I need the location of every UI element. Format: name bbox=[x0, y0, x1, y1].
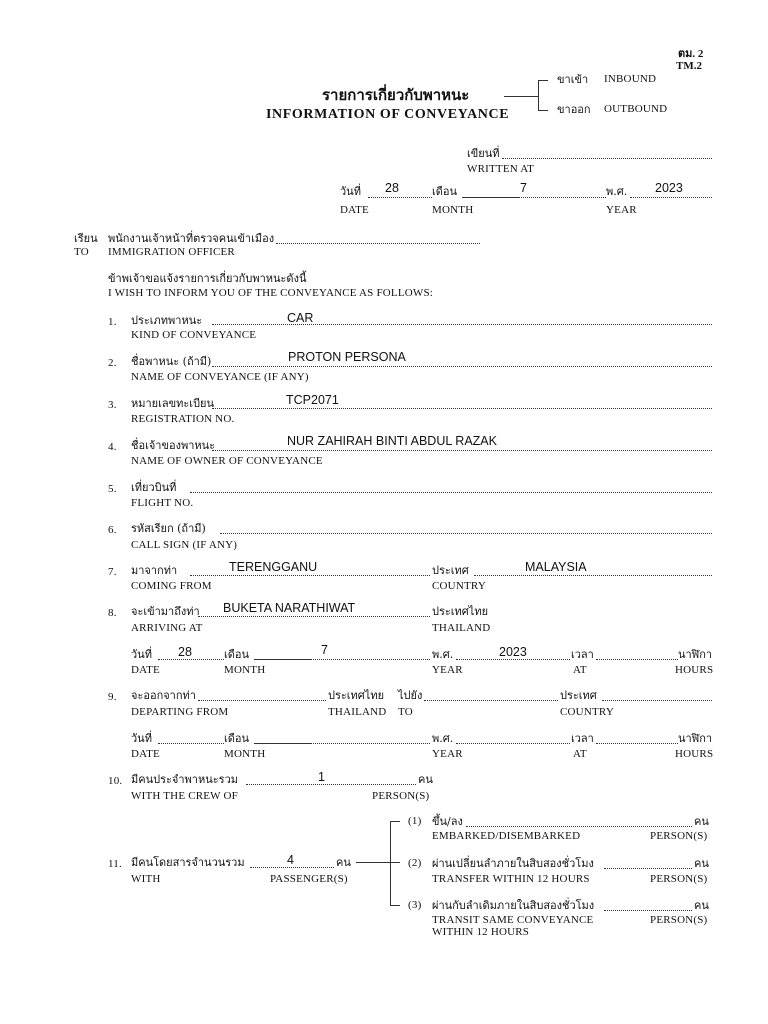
item-8-month-field[interactable] bbox=[310, 659, 430, 660]
officer-en: IMMIGRATION OFFICER bbox=[108, 246, 235, 258]
item-9-field[interactable] bbox=[198, 700, 326, 701]
breakdown-2-field[interactable] bbox=[604, 868, 692, 869]
item-8-month-underline bbox=[254, 659, 310, 660]
item-8-en: ARRIVING AT bbox=[131, 622, 203, 634]
date-month-en: MONTH bbox=[432, 204, 474, 216]
item-8-hours-th: นาฬิกา bbox=[678, 648, 713, 661]
item-9-month-th: เดือน bbox=[224, 732, 250, 745]
item-8-month-value: 7 bbox=[321, 643, 328, 657]
breakdown-2-th: ผ่านเปลี่ยนลำภายในสิบสองชั่วโมง bbox=[432, 857, 594, 870]
breakdown-1-unit-th: คน bbox=[694, 815, 709, 828]
intro-en: I WISH TO INFORM YOU OF THE CONVEYANCE AS FOLLOWS: bbox=[108, 287, 434, 299]
breakdown-3-unit-th: คน bbox=[694, 899, 709, 912]
item-7-country-field[interactable] bbox=[474, 575, 712, 576]
written-at-field[interactable] bbox=[502, 158, 712, 159]
item-9-en: DEPARTING FROM bbox=[131, 706, 229, 718]
item-2-en: NAME OF CONVEYANCE (IF ANY) bbox=[131, 371, 309, 383]
item-2-value: PROTON PERSONA bbox=[288, 350, 406, 364]
item-9-hours-th: นาฬิกา bbox=[678, 732, 713, 745]
breakdown-3-en: TRANSIT SAME CONVEYANCE bbox=[432, 914, 594, 926]
item-8-at-th: เวลา bbox=[571, 648, 594, 661]
item-9-country-th: ประเทศ bbox=[560, 689, 597, 702]
item-8-month-en: MONTH bbox=[224, 664, 266, 676]
item-1-th: ประเภทพาหนะ bbox=[131, 314, 203, 327]
date-day-field[interactable] bbox=[368, 197, 432, 198]
item-6-num: 6. bbox=[108, 524, 117, 536]
breakdown-2-num: (2) bbox=[408, 857, 422, 869]
item-2-num: 2. bbox=[108, 357, 117, 369]
inbound-en: INBOUND bbox=[604, 73, 657, 85]
item-7-th: มาจากท่า bbox=[131, 564, 178, 577]
item-7-en: COMING FROM bbox=[131, 580, 212, 592]
item-6-th: รหัสเรียก (ถ้ามี) bbox=[131, 522, 206, 535]
item-5-num: 5. bbox=[108, 483, 117, 495]
item-8-num: 8. bbox=[108, 607, 117, 619]
item-9-month-field[interactable] bbox=[310, 743, 430, 744]
item-7-country-value: MALAYSIA bbox=[525, 560, 587, 574]
item-9-to-th: ไปยัง bbox=[398, 689, 423, 702]
breakdown-3-unit-en: PERSON(S) bbox=[650, 914, 708, 926]
item-3-value: TCP2071 bbox=[286, 393, 339, 407]
direction-bracket bbox=[538, 80, 539, 110]
item-1-en: KIND OF CONVEYANCE bbox=[131, 329, 257, 341]
officer-th: พนักงานเจ้าหน้าที่ตรวจคนเข้าเมือง bbox=[108, 232, 275, 245]
breakdown-3-num: (3) bbox=[408, 899, 422, 911]
item-7-value: TERENGGANU bbox=[229, 560, 318, 574]
item-6-en: CALL SIGN (IF ANY) bbox=[131, 539, 238, 551]
item-4-th: ชื่อเจ้าของพาหนะ bbox=[131, 439, 216, 452]
item-11-value: 4 bbox=[287, 853, 294, 867]
item-10-unit-en: PERSON(S) bbox=[372, 790, 430, 802]
item-5-field[interactable] bbox=[190, 492, 712, 493]
item-9-hours-en: HOURS bbox=[675, 748, 714, 760]
item-9-thailand-en: THAILAND bbox=[328, 706, 387, 718]
item-8-year-value: 2023 bbox=[499, 645, 527, 659]
date-month-th: เดือน bbox=[432, 185, 458, 198]
item-7-country-th: ประเทศ bbox=[432, 564, 469, 577]
date-year-field[interactable] bbox=[630, 197, 712, 198]
written-at-en: WRITTEN AT bbox=[467, 163, 535, 175]
item-5-th: เที่ยวบินที่ bbox=[131, 481, 177, 494]
item-10-unit-th: คน bbox=[418, 773, 433, 786]
item-3-num: 3. bbox=[108, 399, 117, 411]
officer-field[interactable] bbox=[276, 243, 480, 244]
item-4-value: NUR ZAHIRAH BINTI ABDUL RAZAK bbox=[287, 434, 497, 448]
item-8-month-th: เดือน bbox=[224, 648, 250, 661]
item-8-at-en: AT bbox=[573, 664, 587, 676]
item-8-day-field[interactable] bbox=[158, 659, 224, 660]
item-8-thailand-en: THAILAND bbox=[432, 622, 491, 634]
item-9-th: จะออกจากท่า bbox=[131, 689, 196, 702]
item-4-field[interactable] bbox=[212, 450, 712, 451]
item-1-num: 1. bbox=[108, 316, 117, 328]
item-4-en: NAME OF OWNER OF CONVEYANCE bbox=[131, 455, 323, 467]
item-8-hours-field[interactable] bbox=[596, 659, 678, 660]
item-9-day-th: วันที่ bbox=[131, 732, 152, 745]
form-code-en: TM.2 bbox=[676, 60, 702, 72]
item-9-country-field[interactable] bbox=[602, 700, 712, 701]
date-year-value: 2023 bbox=[655, 181, 683, 195]
breakdown-bracket-top bbox=[390, 821, 400, 822]
item-9-year-th: พ.ศ. bbox=[432, 732, 454, 745]
item-2-field[interactable] bbox=[212, 366, 712, 367]
item-6-field[interactable] bbox=[220, 533, 712, 534]
item-9-thailand-th: ประเทศไทย bbox=[328, 689, 385, 702]
item-9-at-th: เวลา bbox=[571, 732, 594, 745]
breakdown-2-en: TRANSFER WITHIN 12 HOURS bbox=[432, 873, 590, 885]
item-1-value: CAR bbox=[287, 311, 314, 325]
item-10-num: 10. bbox=[108, 775, 123, 787]
breakdown-1-en: EMBARKED/DISEMBARKED bbox=[432, 830, 581, 842]
item-9-month-en: MONTH bbox=[224, 748, 266, 760]
item-8-day-th: วันที่ bbox=[131, 648, 152, 661]
direction-bracket-top bbox=[538, 80, 548, 81]
date-year-en: YEAR bbox=[606, 204, 637, 216]
item-7-num: 7. bbox=[108, 566, 117, 578]
breakdown-1-field[interactable] bbox=[466, 826, 692, 827]
direction-bracket-bottom bbox=[538, 110, 548, 111]
breakdown-connector bbox=[356, 862, 390, 863]
item-8-year-th: พ.ศ. bbox=[432, 648, 454, 661]
written-at-th: เขียนที่ bbox=[467, 147, 500, 160]
date-month-field[interactable] bbox=[518, 197, 606, 198]
item-11-num: 11. bbox=[108, 858, 122, 870]
item-9-country-en: COUNTRY bbox=[560, 706, 614, 718]
outbound-en: OUTBOUND bbox=[604, 103, 668, 115]
item-11-th: มีคนโดยสารจำนวนรวม bbox=[131, 856, 245, 869]
date-day-value: 28 bbox=[385, 181, 399, 195]
item-11-unit-en: PASSENGER(S) bbox=[270, 873, 348, 885]
item-9-year-field[interactable] bbox=[456, 743, 570, 744]
item-3-en: REGISTRATION NO. bbox=[131, 413, 235, 425]
breakdown-3-th: ผ่านกับลำเดิมภายในสิบสองชั่วโมง bbox=[432, 899, 595, 912]
breakdown-bracket bbox=[390, 821, 391, 905]
item-2-th: ชื่อพาหนะ (ถ้ามี) bbox=[131, 355, 212, 368]
item-9-day-field[interactable] bbox=[158, 743, 224, 744]
date-day-th: วันที่ bbox=[340, 185, 361, 198]
item-3-th: หมายเลขทะเบียน bbox=[131, 397, 215, 410]
outbound-th: ขาออก bbox=[557, 103, 591, 116]
date-day-en: DATE bbox=[340, 204, 369, 216]
item-8-hours-en: HOURS bbox=[675, 664, 714, 676]
item-10-field[interactable] bbox=[246, 784, 416, 785]
item-8-year-en: YEAR bbox=[432, 664, 463, 676]
breakdown-bracket-mid bbox=[390, 862, 400, 863]
item-9-year-en: YEAR bbox=[432, 748, 463, 760]
item-11-en: WITH bbox=[131, 873, 161, 885]
date-year-th: พ.ศ. bbox=[606, 185, 628, 198]
item-5-en: FLIGHT NO. bbox=[131, 497, 194, 509]
item-8-thailand-th: ประเทศไทย bbox=[432, 605, 489, 618]
item-9-to-field[interactable] bbox=[424, 700, 558, 701]
date-month-field-underline bbox=[462, 197, 518, 198]
item-8-year-field[interactable] bbox=[456, 659, 570, 660]
item-4-num: 4. bbox=[108, 441, 117, 453]
item-8-day-en: DATE bbox=[131, 664, 160, 676]
item-9-hours-field[interactable] bbox=[596, 743, 678, 744]
title-th: รายการเกี่ยวกับพาหนะ bbox=[322, 86, 470, 104]
item-10-th: มีคนประจำพาหนะรวม bbox=[131, 773, 238, 786]
title-en: INFORMATION OF CONVEYANCE bbox=[266, 107, 510, 122]
breakdown-2-unit-th: คน bbox=[694, 857, 709, 870]
intro-th: ข้าพเจ้าขอแจ้งรายการเกี่ยวกับพาหนะดังนี้ bbox=[108, 272, 307, 285]
item-9-at-en: AT bbox=[573, 748, 587, 760]
item-11-field[interactable] bbox=[250, 867, 334, 868]
breakdown-1-unit-en: PERSON(S) bbox=[650, 830, 708, 842]
item-9-day-en: DATE bbox=[131, 748, 160, 760]
item-9-month-underline bbox=[254, 743, 310, 744]
direction-connector bbox=[504, 96, 538, 97]
item-3-field[interactable] bbox=[212, 408, 712, 409]
item-10-en: WITH THE CREW OF bbox=[131, 790, 238, 802]
item-11-unit-th: คน bbox=[336, 856, 351, 869]
breakdown-3-en2: WITHIN 12 HOURS bbox=[432, 926, 530, 938]
breakdown-1-num: (1) bbox=[408, 815, 422, 827]
item-8-value: BUKETA NARATHIWAT bbox=[223, 601, 356, 615]
date-month-value: 7 bbox=[520, 181, 527, 195]
inbound-th: ขาเข้า bbox=[557, 73, 589, 86]
form-code-th: ตม. 2 bbox=[678, 48, 704, 60]
item-7-country-en: COUNTRY bbox=[432, 580, 486, 592]
breakdown-1-th: ขึ้น/ลง bbox=[432, 815, 463, 828]
item-9-num: 9. bbox=[108, 691, 117, 703]
breakdown-2-unit-en: PERSON(S) bbox=[650, 873, 708, 885]
to-th: เรียน bbox=[74, 232, 98, 245]
item-9-to-en: TO bbox=[398, 706, 413, 718]
item-8-th: จะเข้ามาถึงท่า bbox=[131, 605, 200, 618]
breakdown-bracket-bottom bbox=[390, 905, 400, 906]
item-8-day-value: 28 bbox=[178, 645, 192, 659]
item-7-field[interactable] bbox=[190, 575, 430, 576]
item-8-field[interactable] bbox=[198, 616, 430, 617]
to-en: TO bbox=[74, 246, 89, 258]
item-10-value: 1 bbox=[318, 770, 325, 784]
breakdown-3-field[interactable] bbox=[604, 910, 692, 911]
